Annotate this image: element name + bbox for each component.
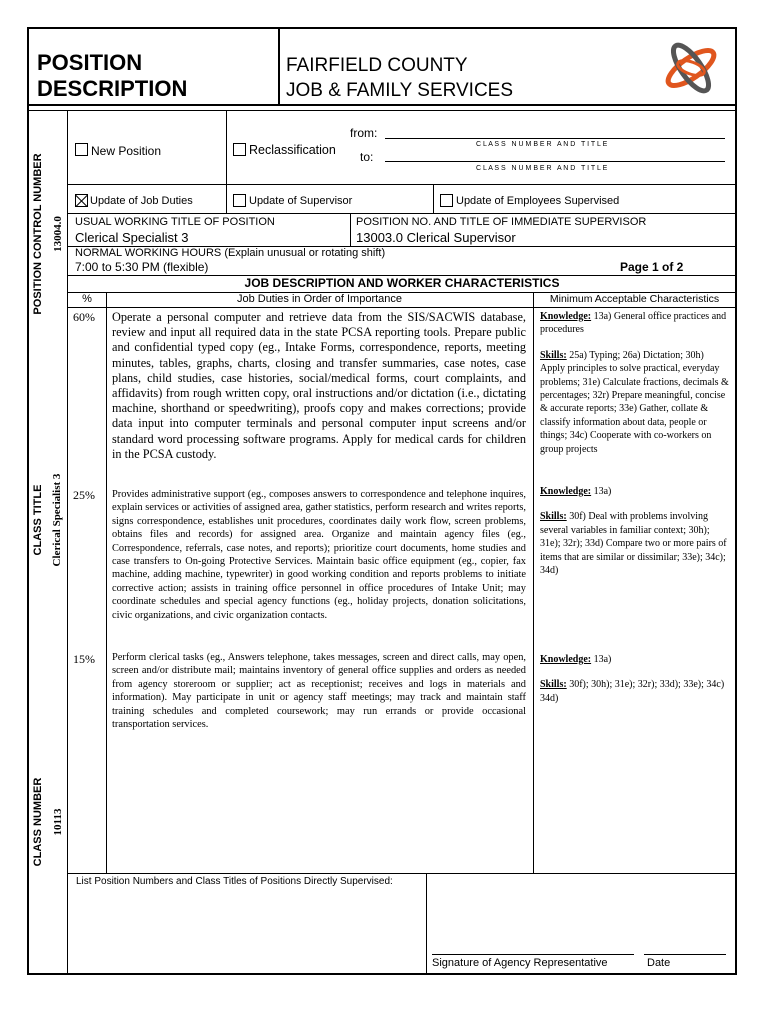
- row1-percent: 60%: [73, 310, 95, 324]
- supervisor-label: POSITION NO. AND TITLE OF IMMEDIATE SUPERVISOR: [356, 216, 647, 228]
- date-line[interactable]: [644, 954, 726, 955]
- position-divider: [350, 213, 351, 246]
- hours-value: 7:00 to 5:30 PM (flexible): [75, 260, 209, 274]
- page-number: Page 1 of 2: [620, 260, 684, 274]
- new-position-checkbox[interactable]: [75, 143, 88, 156]
- row3-duties: Perform clerical tasks (eg., Answers telephone, takes messages, screen and direct calls, may open, screen and/or distribute mail; maintains inventory of general office supplies and orders as needed from agency storeroom or supplier; act as receptionist; receives and logs in materials and information). May participate in unit or agency staff meetings; may track and maintain staff training schedules and completed coursework; may run errands or provide occasional transportation services.: [112, 652, 526, 731]
- options-rule: [68, 184, 736, 185]
- row1-skills-label: Skills:: [540, 349, 567, 361]
- from-caption: C L A S S N U M B E R A N D T I T L E: [476, 141, 608, 148]
- to-line[interactable]: [385, 161, 725, 162]
- update-job-duties-label: Update of Job Duties: [90, 195, 193, 207]
- form-title-line2: DESCRIPTION: [37, 76, 188, 101]
- signature-line[interactable]: [432, 954, 634, 955]
- table-heading: JOB DESCRIPTION AND WORKER CHARACTERISTICS: [244, 276, 560, 290]
- duties-column-header: Job Duties in Order of Importance: [236, 293, 403, 305]
- side-column-divider: [67, 111, 68, 974]
- to-label: to:: [360, 150, 374, 164]
- row1-characteristics: [540, 310, 730, 456]
- row1-knowledge-label: Knowledge:: [540, 311, 592, 322]
- class-number-value: 10113: [52, 808, 64, 836]
- working-title-value: Clerical Specialist 3: [75, 230, 189, 245]
- row1-knowledge: [540, 310, 730, 337]
- row1-skills-text: 25a) Typing; 26a) Dictation; 30h) Apply principles to solve practical, everyday problems; 31e) Calculate fractions, decimals & percentages; 32r) Prepare meaningful, concise & accurate reports; 33e) Gather, collate & classify information about data, people or things; 34c) Cooperate with co-workers on group projects: [540, 349, 729, 455]
- header-bottom-rule-2: [28, 110, 736, 111]
- from-line[interactable]: [385, 138, 725, 139]
- supervised-positions-label: List Position Numbers and Class Titles of Positions Directly Supervised:: [76, 876, 393, 887]
- min-column-divider: [533, 292, 534, 873]
- from-label: from:: [350, 126, 378, 140]
- date-label: Date: [647, 957, 671, 969]
- reclassification-checkbox[interactable]: [233, 143, 246, 156]
- options-divider-3: [433, 184, 434, 213]
- update-supervisor-checkbox[interactable]: [233, 194, 246, 207]
- row3-knowledge: [540, 653, 730, 666]
- org-name-line2: JOB & FAMILY SERVICES: [286, 80, 514, 101]
- form-title-line1: POSITION: [37, 50, 143, 75]
- new-position-label: New Position: [91, 144, 162, 158]
- update-employees-label: Update of Employees Supervised: [456, 195, 620, 207]
- row3-skills-text: 30f); 30h); 31e); 32r); 33d); 33e); 34c) 34d): [540, 679, 725, 704]
- header-bottom-rule: [28, 104, 736, 106]
- org-name-line1: FAIRFIELD COUNTY: [286, 55, 468, 76]
- pct-column-divider: [106, 292, 107, 873]
- row3-characteristics: [540, 653, 730, 705]
- row3-knowledge-label: Knowledge:: [540, 654, 592, 665]
- class-number-label: CLASS NUMBER: [32, 777, 44, 867]
- pcn-value: 13004.0: [52, 216, 64, 252]
- pcn-label: POSITION CONTROL NUMBER: [32, 153, 44, 315]
- row2-knowledge-label: Knowledge:: [540, 486, 592, 497]
- header-divider: [278, 28, 280, 104]
- signature-label: Signature of Agency Representative: [432, 957, 608, 969]
- working-title-label: USUAL WORKING TITLE OF POSITION: [75, 216, 275, 228]
- to-caption: C L A S S N U M B E R A N D T I T L E: [476, 165, 608, 172]
- pct-column-header: %: [82, 293, 92, 305]
- footer-rule: [68, 873, 736, 874]
- row3-skills-label: Skills:: [540, 679, 567, 691]
- class-title-value: Clerical Specialist 3: [51, 473, 63, 567]
- update-supervisor-label: Update of Supervisor: [249, 195, 353, 207]
- row2-characteristics: [540, 485, 730, 577]
- supervisor-value: 13003.0 Clerical Supervisor: [356, 230, 516, 245]
- row3-skills: [540, 678, 730, 705]
- org-name: [286, 53, 513, 103]
- row2-knowledge-text: 13a): [591, 486, 612, 497]
- update-job-duties-checkbox[interactable]: [75, 194, 88, 207]
- row2-skills-label: Skills:: [540, 511, 567, 523]
- form-title: [37, 50, 187, 102]
- supervised-positions-field[interactable]: [70, 892, 422, 970]
- row2-skills-text: 30f) Deal with problems involving several variables in familiar context; 30h); 31e); 32r); 33d) Compare two or more pairs of items that are similar or dissimilar; 33e); 34c); 34d): [540, 511, 727, 577]
- reclassification-label: Reclassification: [249, 143, 336, 157]
- options-divider-1: [226, 111, 227, 184]
- footer-divider: [426, 873, 427, 974]
- hours-label: NORMAL WORKING HOURS (Explain unusual or rotating shift): [75, 247, 386, 259]
- row1-knowledge-text: 13a) General office practices and procedures: [540, 311, 727, 336]
- options-divider-2: [226, 184, 227, 213]
- update-employees-checkbox[interactable]: [440, 194, 453, 207]
- row2-knowledge: [540, 485, 730, 498]
- row3-knowledge-text: 13a): [591, 654, 612, 665]
- class-title-label: CLASS TITLE: [32, 484, 44, 556]
- row2-skills: [540, 510, 730, 577]
- row1-skills: [540, 349, 730, 456]
- min-column-header: Minimum Acceptable Characteristics: [549, 293, 720, 305]
- row1-duties: Operate a personal computer and retrieve data from the SIS/SACWIS database, review and input all required data in the state PCSA reporting tools. Prepare public and confidential typed copy (eg., Intake Forms, correspondence, reports, meeting minutes, tables, graphs, charts, closing and transfer summaries, case notes, case plans, child studies, case histories, social/medical forms, court complaints, and affidavits) from rough written copy, oral instructions and/or dictation (i.e., dictating machine, shorthand or speedwriting), proofs copy and makes corrections; provide data input into computer terminals and personal computer input screens and/or standard word processing software programs. Apply for medical cards for children in the PCSA custody.: [112, 310, 526, 461]
- table-columns-rule: [68, 307, 736, 308]
- position-rule: [68, 213, 736, 214]
- agency-logo-icon: [660, 34, 722, 102]
- row3-percent: 15%: [73, 652, 95, 666]
- row2-percent: 25%: [73, 488, 95, 502]
- row2-duties: Provides administrative support (eg., composes answers to correspondence and telephone inquires, explain services or activities of assigned area, gather statistics, perform research and writes reports, signs correspondence, establishes unit procedures, coordinates daily work flow, screen problems, obtains files and records) for assigned area. Organize and maintain agency files (eg., Correspondence, referrals, case notes, and reports); prioritize court documents, home studies and case transfers to On-going Protective Services. Maintain basic office equipment (eg., copier, fax machine, adding machine, typewriter) in good working condition and reports problems to initiate corrective action; assists in training office personnel in office procedures of Intake Unit; may coordinate schedules and special agency functions (eg., holiday projects, donation solicitations, civic organizations, and civic organization contacts.: [112, 489, 526, 621]
